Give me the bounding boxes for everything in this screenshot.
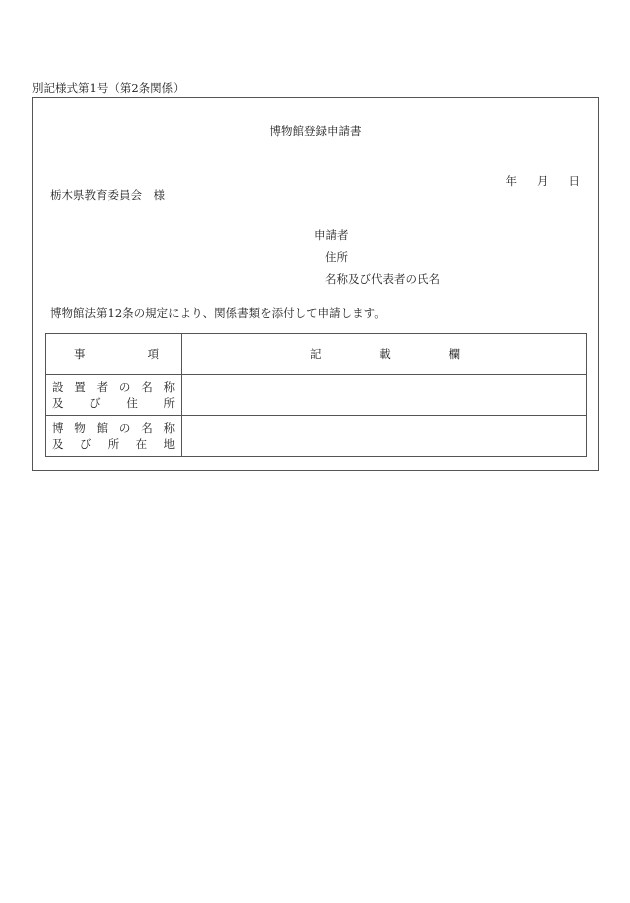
entry-table bbox=[45, 333, 587, 457]
applicant-name-label: 名称及び代表者の氏名 bbox=[325, 272, 440, 286]
form-number-label: 別記様式第1号（第2条関係） bbox=[32, 81, 185, 95]
applicant-heading: 申請者 bbox=[314, 228, 349, 242]
header-item: 事 項 bbox=[46, 334, 182, 375]
table-header-row bbox=[46, 334, 587, 375]
table-row bbox=[46, 416, 587, 457]
addressee: 栃木県教育委員会 様 bbox=[50, 188, 165, 202]
application-statement: 博物館法第12条の規定により、関係書類を添付して申請します。 bbox=[50, 306, 386, 320]
row-label-founder: 設 置 者 の 名 称 及 び 住 所 bbox=[46, 375, 182, 416]
year-label: 年 bbox=[505, 174, 517, 188]
applicant-address-label: 住所 bbox=[325, 250, 348, 264]
applicant-block bbox=[314, 224, 440, 290]
table-row bbox=[46, 375, 587, 416]
form-title: 博物館登録申請書 bbox=[269, 124, 362, 138]
entry-cell-museum[interactable] bbox=[182, 416, 587, 457]
application-form-frame bbox=[32, 97, 599, 471]
date-line bbox=[506, 173, 581, 189]
entry-cell-founder[interactable] bbox=[182, 375, 587, 416]
header-entry: 記 載 欄 bbox=[182, 334, 587, 375]
row-label-museum: 博 物 館 の 名 称 及 び 所 在 地 bbox=[46, 416, 182, 457]
month-label: 月 bbox=[537, 174, 549, 188]
day-label: 日 bbox=[568, 174, 580, 188]
